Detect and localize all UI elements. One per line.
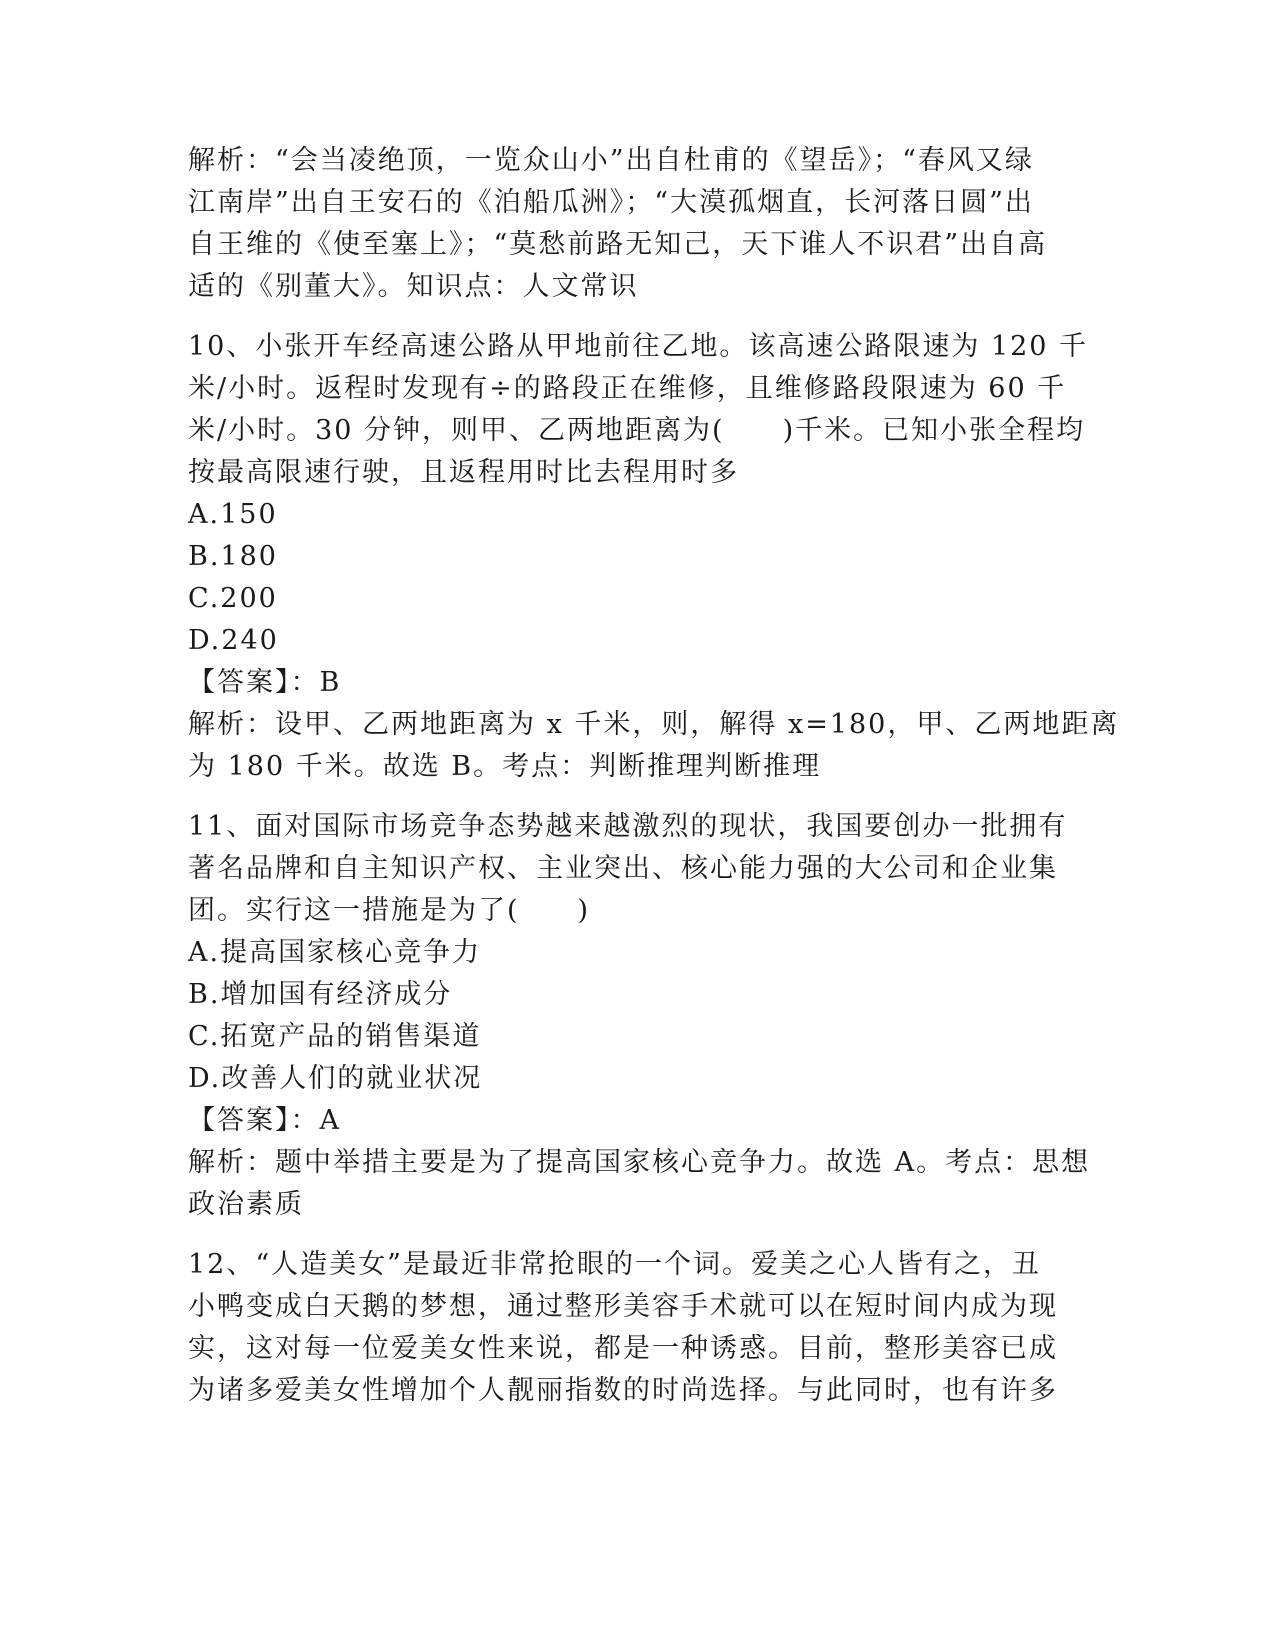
option-b: B.180 <box>188 541 278 572</box>
option-d: D.改善人们的就业状况 <box>188 1063 483 1094</box>
question-11 <box>188 806 1091 1226</box>
question-text-line: 小鸭变成白天鹅的梦想，通过整形美容手术就可以在短时间内成为现 <box>188 1291 1058 1322</box>
answer-line: 【答案】：A <box>188 1105 341 1136</box>
question-10 <box>188 326 1120 788</box>
text-line: 自王维的《使至塞上》；“莫愁前路无知己，天下谁人不识君”出自高 <box>188 229 1048 260</box>
question-text-line: 实，这对每一位爱美女性来说，都是一种诱惑。目前，整形美容已成 <box>188 1333 1058 1364</box>
document-page <box>188 140 1120 1412</box>
option-d: D.240 <box>188 625 279 656</box>
question-text-line: 团。实行这一措施是为了( ) <box>188 895 591 926</box>
text-line: 解析：“会当凌绝顶，一览众山小”出自杜甫的《望岳》；“春风又绿 <box>188 145 1034 176</box>
option-c: C.200 <box>188 583 278 614</box>
explanation-line: 解析：设甲、乙两地距离为 x 千米，则，解得 x=180，甲、乙两地距离 <box>188 709 1120 740</box>
answer-explanation-9 <box>188 140 1088 308</box>
question-text-line: 按最高限速行驶，且返程用时比去程用时多 <box>188 457 739 488</box>
question-text-line: 米/小时。返程时发现有÷的路段正在维修，且维修路段限速为 60 千 <box>188 373 1067 404</box>
question-text-line: 米/小时。30 分钟，则甲、乙两地距离为( )千米。已知小张全程均 <box>188 415 1086 446</box>
option-a: A.150 <box>188 499 278 530</box>
text-line: 适的《别董大》。知识点：人文常识 <box>188 271 639 302</box>
answer-line: 【答案】：B <box>188 667 342 698</box>
question-text-line: 为诸多爱美女性增加个人靓丽指数的时尚选择。与此同时，也有许多 <box>188 1375 1058 1406</box>
explanation-line: 解析：题中举措主要是为了提高国家核心竞争力。故选 A。考点：思想 <box>188 1147 1091 1178</box>
question-text-line: 10、小张开车经高速公路从甲地前往乙地。该高速公路限速为 120 千 <box>188 331 1089 362</box>
option-c: C.拓宽产品的销售渠道 <box>188 1021 482 1052</box>
question-12 <box>188 1244 1088 1412</box>
option-b: B.增加国有经济成分 <box>188 979 453 1010</box>
question-text-line: 12、“人造美女”是最近非常抢眼的一个词。爱美之心人皆有之，丑 <box>188 1249 1041 1280</box>
question-text-line: 11、面对国际市场竞争态势越来越激烈的现状，我国要创办一批拥有 <box>188 811 1068 842</box>
explanation-line: 政治素质 <box>188 1189 304 1220</box>
explanation-line: 为 180 千米。故选 B。考点：判断推理判断推理 <box>188 751 822 782</box>
text-line: 江南岸”出自王安石的《泊船瓜洲》；“大漠孤烟直，长河落日圆”出 <box>188 187 1034 218</box>
question-text-line: 著名品牌和自主知识产权、主业突出、核心能力强的大公司和企业集 <box>188 853 1058 884</box>
option-a: A.提高国家核心竞争力 <box>188 937 482 968</box>
